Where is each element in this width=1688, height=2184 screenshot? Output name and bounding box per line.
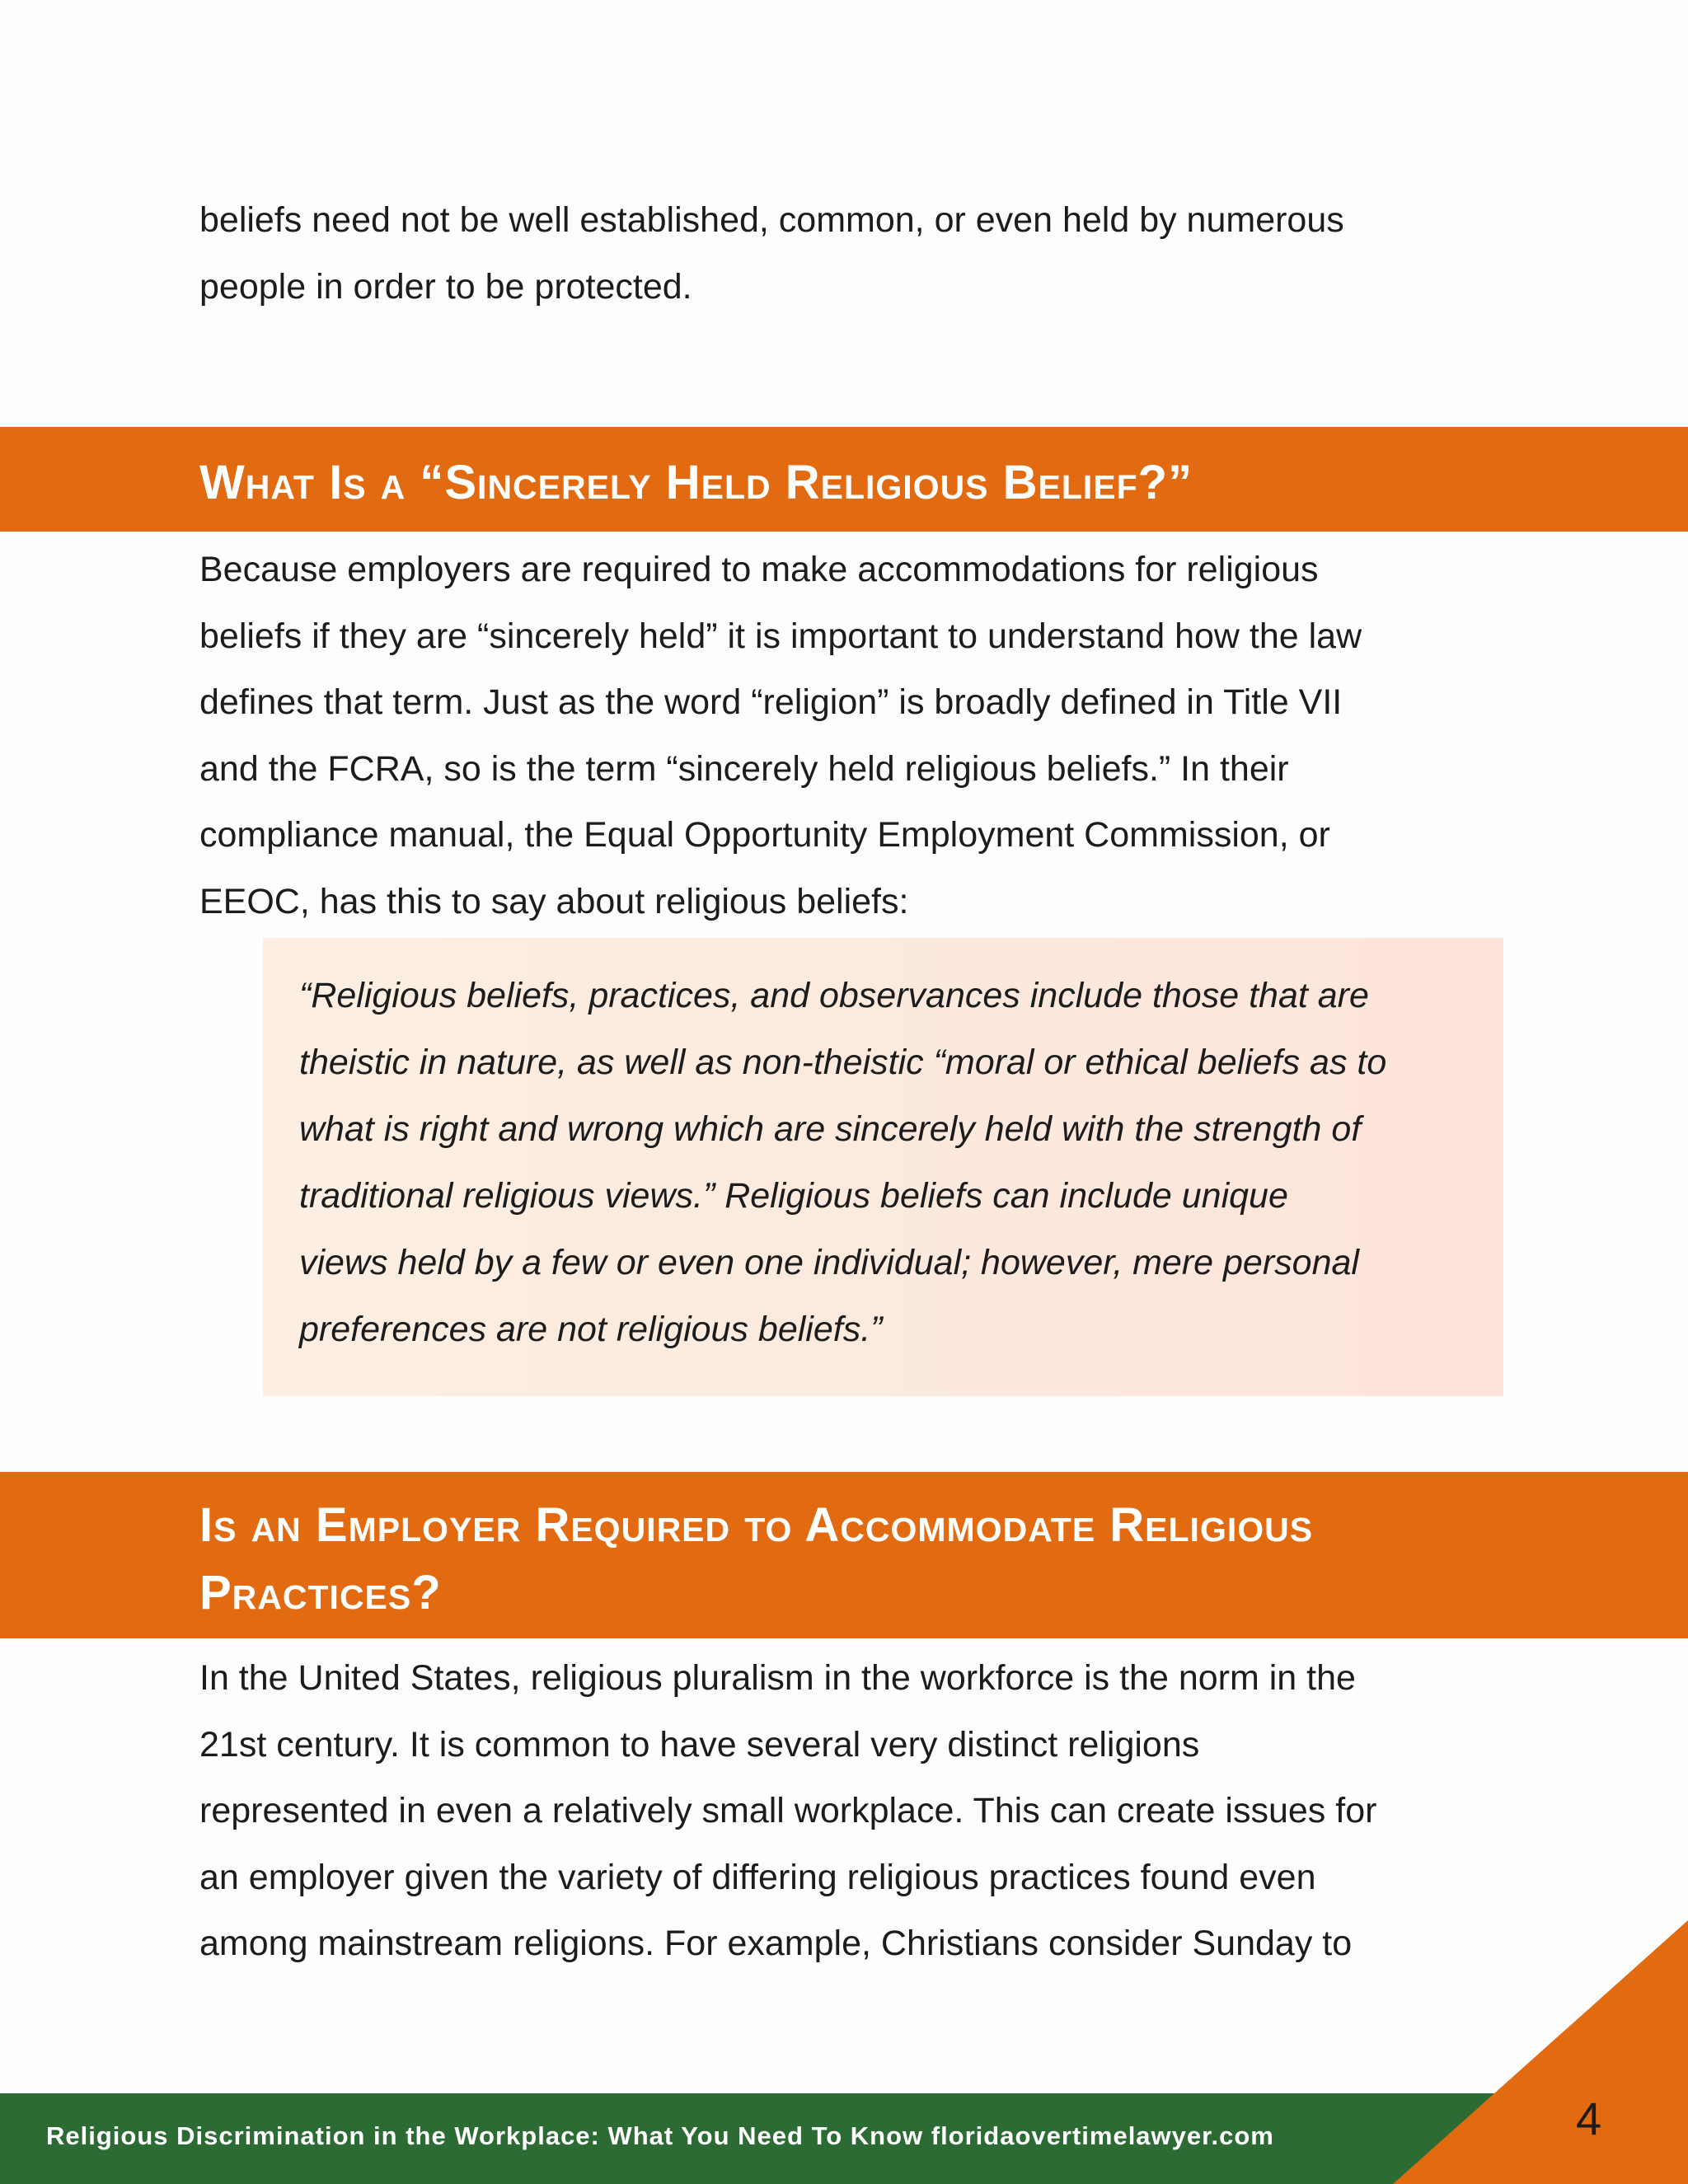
eeoc-quote — [299, 963, 1503, 1363]
section-body — [199, 537, 1551, 935]
heading-line: Practices? — [199, 1566, 442, 1619]
body-line: an employer given the variety of differing religious practices found even — [199, 1857, 1316, 1897]
body-line: 21st century. It is common to have several very distinct religions — [199, 1724, 1200, 1765]
intro-line: people in order to be protected. — [199, 266, 692, 307]
quote-line: theistic in nature, as well as non-theistic “moral or ethical beliefs as to — [299, 1043, 1387, 1082]
body-line: In the United States, religious pluralism in the workforce is the norm in the — [199, 1658, 1356, 1698]
corner-triangle-decoration — [1393, 1920, 1688, 2184]
body-line: represented in even a relatively small workplace. This can create issues for — [199, 1791, 1377, 1830]
body-line: and the FCRA, so is the term “sincerely held religious beliefs.” In their — [199, 748, 1289, 789]
section-body — [199, 1645, 1551, 1977]
intro-paragraph — [199, 187, 1551, 320]
body-line: compliance manual, the Equal Opportunity Employment Commission, or — [199, 815, 1330, 855]
quote-line: what is right and wrong which are sincerely held with the strength of — [299, 1109, 1362, 1149]
quote-line: traditional religious views.” Religious beliefs can include unique — [299, 1176, 1288, 1216]
body-line: among mainstream religions. For example, Christians consider Sunday to — [199, 1924, 1353, 1963]
footer-text: Religious Discrimination in the Workplace: What You Need To Know floridaovertimelawyer.com — [46, 2121, 1274, 2150]
body-line: beliefs if they are “sincerely held” it is important to understand how the law — [199, 616, 1362, 656]
body-line: defines that term. Just as the word “religion” is broadly defined in Title VII — [199, 682, 1343, 722]
intro-line: beliefs need not be well established, common, or even held by numerous — [199, 200, 1344, 240]
quote-line: views held by a few or even one individual; however, mere personal — [299, 1243, 1359, 1282]
quote-line: preferences are not religious beliefs.” — [299, 1310, 883, 1349]
page-number: 4 — [1576, 2093, 1602, 2144]
section-heading: What Is a “Sincerely Held Religious Belief?” — [199, 456, 1193, 509]
heading-line: Is an Employer Required to Accommodate Religious — [199, 1498, 1314, 1552]
body-line: Because employers are required to make accommodations for religious — [199, 550, 1319, 589]
body-line: EEOC, has this to say about religious beliefs: — [199, 881, 909, 921]
section-heading — [199, 1492, 1313, 1627]
quote-line: “Religious beliefs, practices, and observances include those that are — [299, 976, 1369, 1015]
